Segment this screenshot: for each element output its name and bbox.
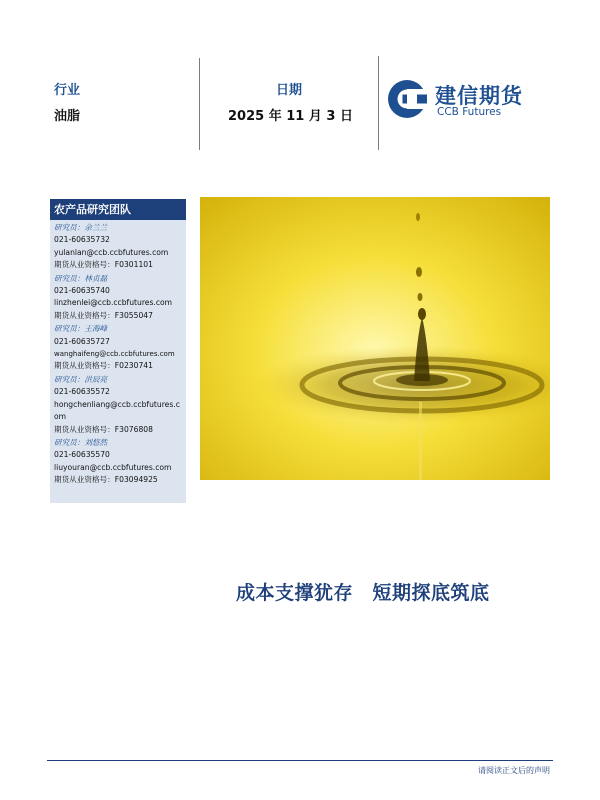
team-member [54,222,186,272]
member-license: 期货从业资格号：F0230741 [54,361,153,371]
team-title: 农产品研究团队 [50,199,186,220]
date-value: 2025 年 11 月 3 日 [228,109,353,124]
header-divider-2 [378,56,379,150]
team-member [54,323,186,373]
member-phone: 021-60635727 [54,336,110,346]
member-phone: 021-60635572 [54,387,110,397]
member-license: 期货从业资格号：F0301101 [54,260,153,270]
member-name: 研究员：王海峰 [54,324,108,334]
team-member [54,273,186,323]
footer-divider [47,760,553,761]
team-member [54,374,186,436]
industry-label: 行业 [54,83,81,98]
member-name: 研究员：林贞磊 [54,273,108,283]
member-license: 期货从业资格号：F3055047 [54,310,153,320]
header-divider-1 [199,58,200,150]
member-license: 期货从业资格号：F03094925 [54,475,158,485]
industry-value: 油脂 [54,109,81,124]
ccb-logo-icon [387,79,427,119]
oil-drop-image [200,197,550,480]
member-email[interactable]: hongchenliang@ccb.ccbfutures.com [54,399,180,422]
member-name: 研究员：刘悠然 [54,437,108,447]
member-phone: 021-60635570 [54,450,110,460]
member-phone: 021-60635732 [54,235,110,245]
member-license: 期货从业资格号：F3076808 [54,424,153,434]
logo-en-text: CCB Futures [437,106,502,118]
date-label: 日期 [276,83,303,98]
footer-disclaimer: 请阅读正文后的声明 [478,766,550,775]
research-team-panel [50,199,186,503]
member-phone: 021-60635740 [54,286,110,296]
member-email[interactable]: liuyouran@ccb.ccbfutures.com [54,462,172,472]
team-member [54,437,186,487]
member-name: 研究员：余兰兰 [54,223,108,232]
member-email[interactable]: yulanlan@ccb.ccbfutures.com [54,247,169,257]
member-email[interactable]: linzhenlei@ccb.ccbfutures.com [54,298,173,308]
member-email[interactable]: wanghaifeng@ccb.ccbfutures.com [54,350,175,359]
report-title: 成本支撑犹存 短期探底筑底 [236,582,490,604]
logo-cn-text: 建信期货 [435,84,523,108]
member-name: 研究员：洪辰亮 [54,374,108,384]
